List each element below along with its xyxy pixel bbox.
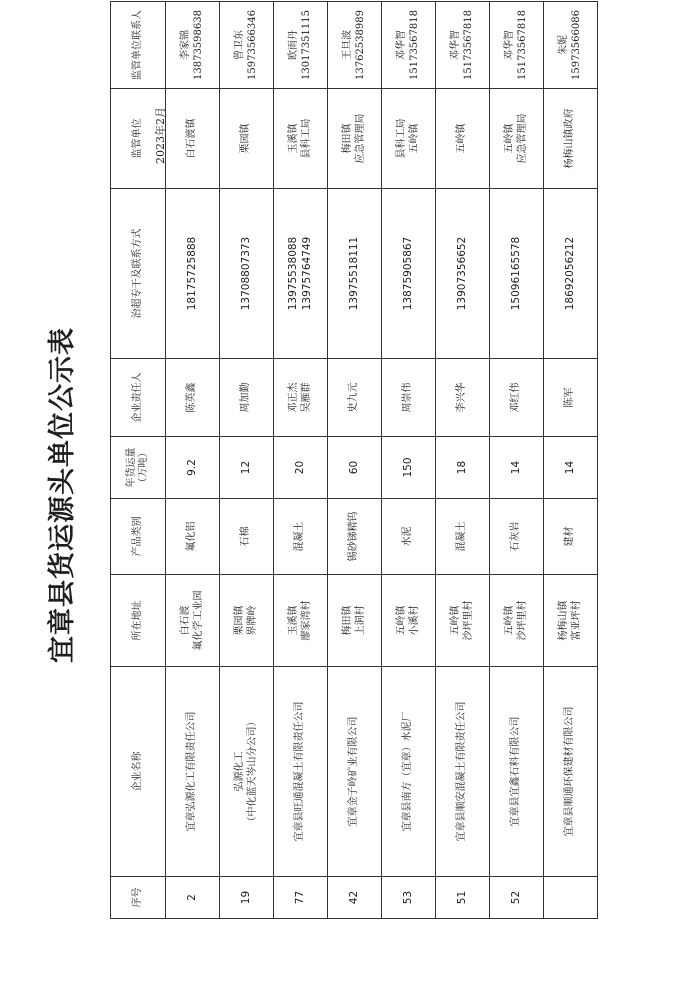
cell-no: 51	[436, 877, 490, 919]
table-row	[220, 2, 274, 919]
cell-contact: 13907356652	[436, 189, 490, 359]
cell-sup-contact: 王旦波 13762538989	[328, 2, 382, 89]
source-units-table	[110, 1, 598, 919]
cell-contact: 13875905867	[382, 189, 436, 359]
cell-leader: 陈英鑫	[166, 359, 220, 437]
cell-address: 杨梅山镇 富亚坪村	[544, 575, 598, 667]
col-header-no: 序号	[111, 877, 166, 919]
cell-leader: 史九元	[328, 359, 382, 437]
cell-supervisor: 梅田镇 应急管理局	[328, 89, 382, 189]
cell-leader: 邓正杰 吴雁群	[274, 359, 328, 437]
cell-volume: 12	[220, 437, 274, 499]
cell-volume: 60	[328, 437, 382, 499]
table-row	[328, 2, 382, 919]
cell-leader: 邓红伟	[490, 359, 544, 437]
cell-product: 锡砂锑精钨	[328, 499, 382, 575]
col-header-product: 产品类别	[111, 499, 166, 575]
cell-leader: 陈军	[544, 359, 598, 437]
col-header-leader: 企业责任人	[111, 359, 166, 437]
cell-supervisor: 栗园镇	[220, 89, 274, 189]
cell-contact: 13975518111	[328, 189, 382, 359]
cell-no: 53	[382, 877, 436, 919]
cell-name: 宜章县宜鑫石料有限公司	[490, 667, 544, 877]
table-row	[274, 2, 328, 919]
cell-contact: 15096165578	[490, 189, 544, 359]
document-date: 2023年2月	[154, 107, 167, 164]
table-header-row	[111, 2, 166, 919]
cell-contact: 18175725888	[166, 189, 220, 359]
cell-product: 混凝土	[436, 499, 490, 575]
cell-address: 梅田镇 上洞村	[328, 575, 382, 667]
table-row	[166, 2, 220, 919]
cell-supervisor: 五岭镇	[436, 89, 490, 189]
cell-sup-contact: 曾卫东 15973566346	[220, 2, 274, 89]
cell-volume: 9.2	[166, 437, 220, 499]
cell-sup-contact: 邓华智 15173567818	[436, 2, 490, 89]
col-header-contact: 治超专干及联系方式	[111, 189, 166, 359]
cell-volume: 14	[490, 437, 544, 499]
cell-name: 弘源化工 （中化蓝天岑山分公司）	[220, 667, 274, 877]
cell-name: 宜章弘源化工有限责任公司	[166, 667, 220, 877]
cell-name: 宜章县顺安混凝土有限责任公司	[436, 667, 490, 877]
cell-contact: 18692056212	[544, 189, 598, 359]
cell-sup-contact: 邓华智 15173567818	[382, 2, 436, 89]
cell-leader: 周加勤	[220, 359, 274, 437]
cell-volume: 14	[544, 437, 598, 499]
cell-product: 水泥	[382, 499, 436, 575]
cell-contact: 13975538088 13975764749	[274, 189, 328, 359]
cell-volume: 18	[436, 437, 490, 499]
cell-supervisor: 五岭镇 应急管理局	[490, 89, 544, 189]
cell-no: 2	[166, 877, 220, 919]
cell-leader: 周崇伟	[382, 359, 436, 437]
cell-address: 栗园镇 界牌岭	[220, 575, 274, 667]
col-header-sup-contact: 监管单位联系人	[111, 2, 166, 89]
cell-product: 氟化铝	[166, 499, 220, 575]
cell-address: 白石渡 氟化学工业园	[166, 575, 220, 667]
col-header-volume: 年货运量（万吨）	[111, 437, 166, 499]
table-row	[544, 2, 598, 919]
col-header-supervisor: 监管单位	[111, 89, 166, 189]
cell-product: 建材	[544, 499, 598, 575]
cell-sup-contact: 朱妮 15973566086	[544, 2, 598, 89]
cell-supervisor: 杨梅山镇政府	[544, 89, 598, 189]
cell-contact: 13708807373	[220, 189, 274, 359]
cell-no	[544, 877, 598, 919]
cell-name: 宜章县旺通混凝土有限责任公司	[274, 667, 328, 877]
cell-name: 宜章县顺通环保建材有限公司	[544, 667, 598, 877]
cell-sup-contact: 欧雨丹 13017351115	[274, 2, 328, 89]
cell-no: 19	[220, 877, 274, 919]
cell-supervisor: 玉溪镇 县科工局	[274, 89, 328, 189]
cell-address: 五岭镇 小溪村	[382, 575, 436, 667]
cell-no: 77	[274, 877, 328, 919]
cell-sup-contact: 李家锦 13873598638	[166, 2, 220, 89]
cell-supervisor: 白石渡镇	[166, 89, 220, 189]
cell-address: 玉溪镇 廖家湾村	[274, 575, 328, 667]
table-row	[490, 2, 544, 919]
cell-supervisor: 县科工局 五岭镇	[382, 89, 436, 189]
table-row	[436, 2, 490, 919]
cell-name: 宜章金子岭矿业有限公司	[328, 667, 382, 877]
table-row	[382, 2, 436, 919]
cell-no: 52	[490, 877, 544, 919]
col-header-name: 企业名称	[111, 667, 166, 877]
cell-address: 五岭镇 沙坪里村	[436, 575, 490, 667]
cell-product: 石灰岩	[490, 499, 544, 575]
cell-volume: 20	[274, 437, 328, 499]
cell-leader: 李兴华	[436, 359, 490, 437]
cell-sup-contact: 邓华智 15173567818	[490, 2, 544, 89]
cell-address: 五岭镇 沙坪里村	[490, 575, 544, 667]
cell-product: 石棉	[220, 499, 274, 575]
cell-product: 混凝土	[274, 499, 328, 575]
cell-name: 宜章县南方（宜章）水泥厂	[382, 667, 436, 877]
col-header-address: 所在地址	[111, 575, 166, 667]
cell-no: 42	[328, 877, 382, 919]
cell-volume: 150	[382, 437, 436, 499]
page-title: 宜章县货运源头单位公示表	[47, 327, 78, 663]
